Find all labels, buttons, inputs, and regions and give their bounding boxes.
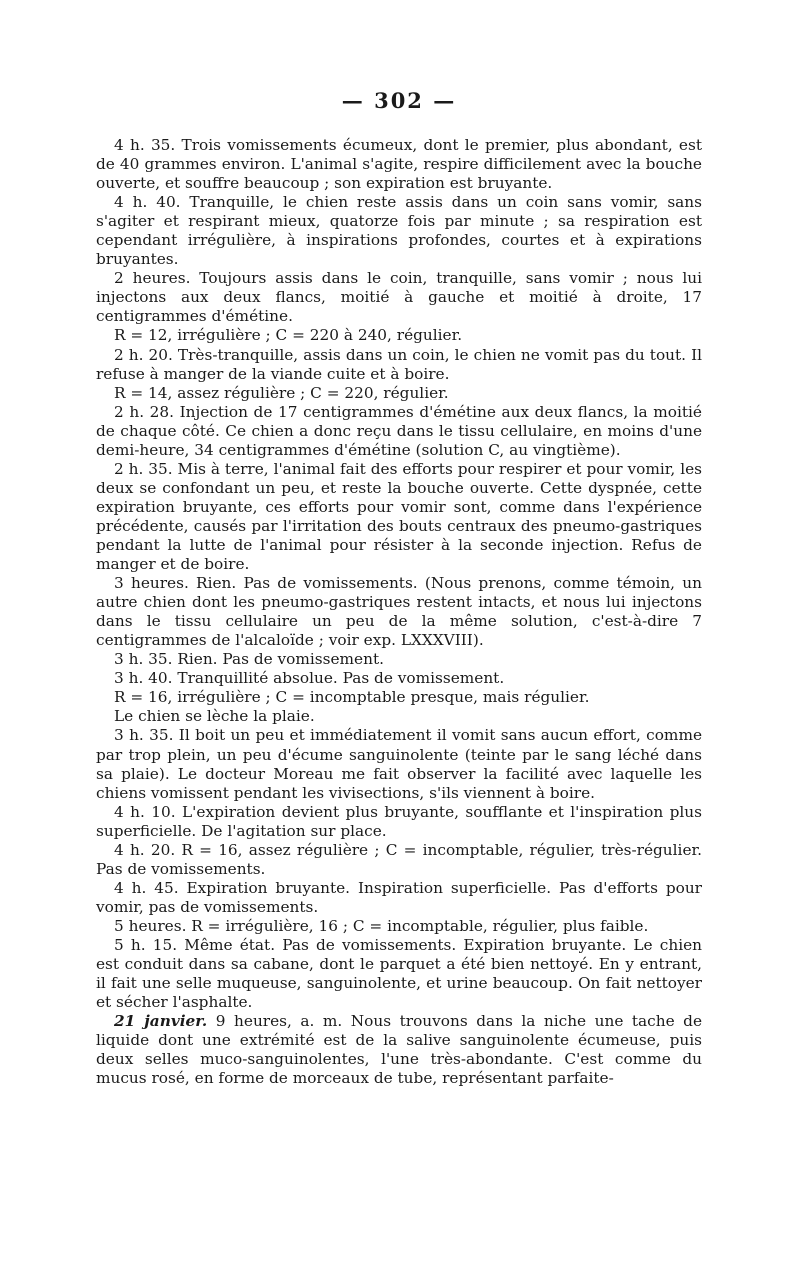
- paragraph-18: 5 heures. R = irrégulière, 16 ; C = incomptable, régulier, plus faible.: [114, 916, 649, 935]
- paragraph-2: 4 h. 40. Tranquille, le chien reste assis dans un coin sans vomir, sans s'agiter et respirant mieux, quatorze fois par minute ; sa respiration est cependant irrégulière, à inspirations profondes, courtes et à expirations bruyantes.: [96, 193, 702, 269]
- paragraph-20: [96, 1012, 702, 1088]
- paragraph-5: 2 h. 20. Très-tranquille, assis dans un coin, le chien ne vomit pas du tout. Il refuse à manger de la viande cuite et à boire.: [96, 345, 702, 383]
- paragraph-1: 4 h. 35. Trois vomissements écumeux, dont le premier, plus abondant, est de 40 grammes environ. L'animal s'agite, respire difficilement avec la bouche ouverte, et souffre beaucoup ; son expiration est bruyante.: [96, 136, 702, 193]
- paragraph-11: 3 h. 40. Tranquillité absolue. Pas de vomissement.: [114, 669, 505, 688]
- paragraph-14: 3 h. 35. Il boit un peu et immédiatement il vomit sans aucun effort, comme par trop plein, un peu d'écume sanguinolente (teinte par le sang léché dans sa plaie). Le docteur Moreau me fait observer la facilité avec laquelle les chiens vomissent pendant les vivisections, s'ils viennent à boire.: [96, 726, 702, 802]
- paragraph-3: 2 heures. Toujours assis dans le coin, tranquille, sans vomir ; nous lui injectons aux deux flancs, moitié à gauche et moitié à droite, 17 centigrammes d'émétine.: [96, 269, 702, 326]
- paragraph-19: 5 h. 15. Même état. Pas de vomissements. Expiration bruyante. Le chien est conduit dans sa cabane, dont le parquet a été bien nettoyé. En y entrant, il fait une selle muqueuse, sanguinolente, et urine beaucoup. On fait nettoyer et sécher l'asphalte.: [96, 935, 702, 1012]
- page-number: — 302 —: [341, 88, 457, 113]
- paragraph-20-text: 9 heures, a. m. Nous trouvons dans la niche une tache de liquide dont une extrémité est de la salive sanguinolente écumeuse, puis deux selles muco-sanguinolentes, l'une très-abondante. C'est comme du mucus rosé, en forme de morceaux de tube, représentant parfaite-: [96, 1012, 702, 1088]
- paragraph-16: 4 h. 20. R = 16, assez régulière ; C = incomptable, régulier, très-régulier. Pas de vomissements.: [96, 840, 702, 878]
- paragraph-12: R = 16, irrégulière ; C = incomptable presque, mais régulier.: [114, 688, 590, 707]
- paragraph-15: 4 h. 10. L'expiration devient plus bruyante, soufflante et l'inspiration plus superficielle. De l'agitation sur place.: [96, 802, 702, 840]
- paragraph-7: 2 h. 28. Injection de 17 centigrammes d'émétine aux deux flancs, la moitié de chaque côté. Ce chien a donc reçu dans le tissu cellulaire, en moins d'une demi-heure, 34 centigrammes d'émétine (solution C, au vingtième).: [96, 402, 702, 459]
- paragraph-9: 3 heures. Rien. Pas de vomissements. (Nous prenons, comme témoin, un autre chien dont les pneumo-gastriques restent intacts, et nous lui injectons dans le tissu cellulaire un peu de la même solution, c'est-à-dire 7 centigrammes de l'alcaloïde ; voir exp. LXXXVIII).: [96, 574, 702, 650]
- paragraph-13: Le chien se lèche la plaie.: [114, 707, 315, 726]
- paragraph-8: 2 h. 35. Mis à terre, l'animal fait des efforts pour respirer et pour vomir, les deux se confondant un peu, et reste la bouche ouverte. Cette dyspnée, cette expiration bruyante, ces efforts pour vomir sont, comme dans l'expérience précédente, causés par l'irritation des bouts centraux des pneumo-gastriques pendant la lutte de l'animal pour résister à la seconde injection. Refus de manger et de boire.: [96, 459, 702, 574]
- paragraph-17: 4 h. 45. Expiration bruyante. Inspiration superficielle. Pas d'efforts pour vomir, pas de vomissements.: [96, 878, 702, 916]
- paragraph-10: 3 h. 35. Rien. Pas de vomissement.: [114, 650, 384, 669]
- paragraph-6: R = 14, assez régulière ; C = 220, régulier.: [114, 383, 449, 402]
- date-label: 21 janvier.: [114, 1012, 208, 1031]
- paragraph-4: R = 12, irrégulière ; C = 220 à 240, régulier.: [114, 326, 463, 345]
